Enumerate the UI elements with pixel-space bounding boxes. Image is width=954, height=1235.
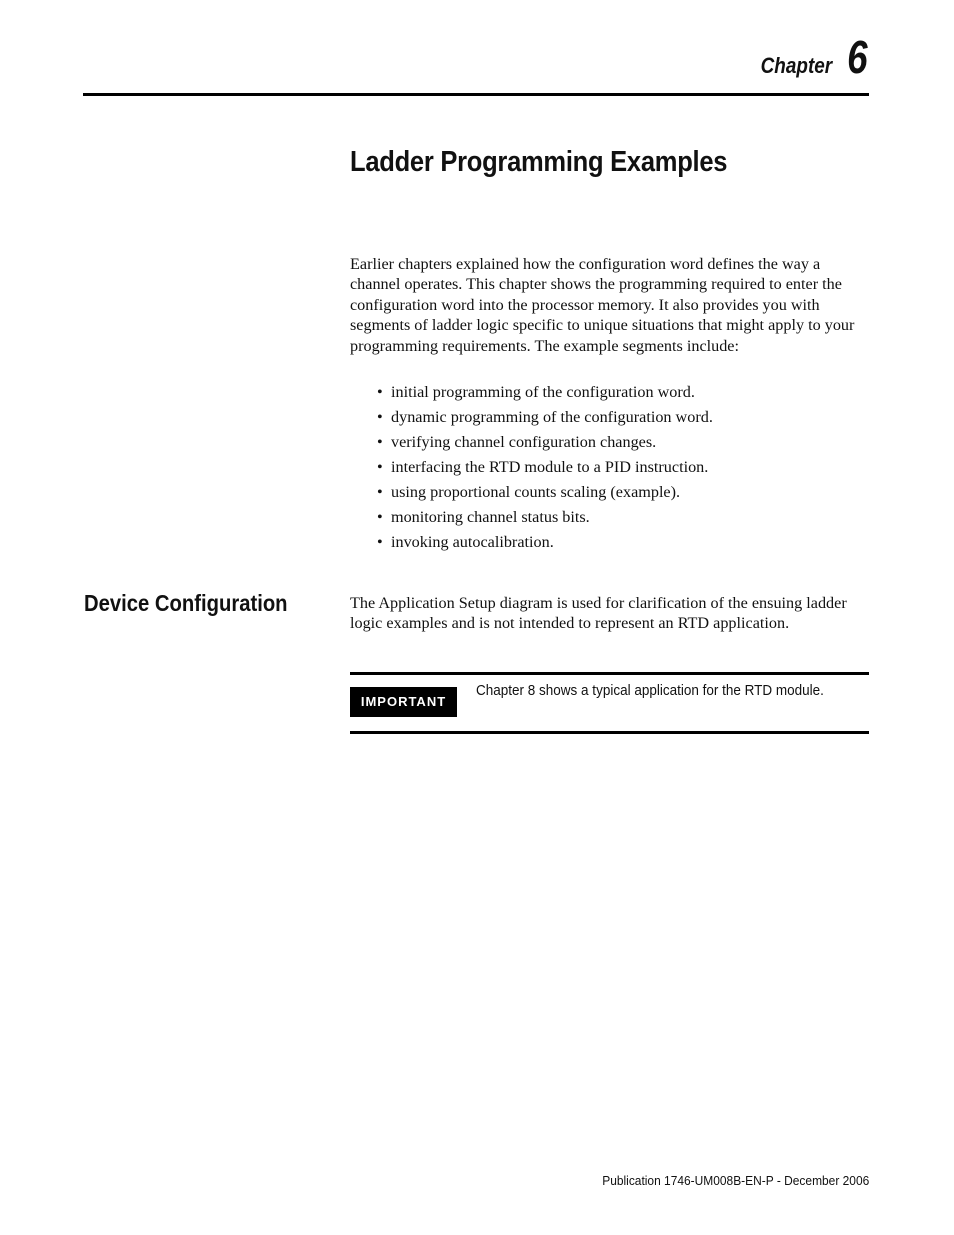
important-top-rule: [350, 672, 869, 675]
bullet-marker: •: [377, 383, 383, 401]
list-item-text: invoking autocalibration.: [391, 533, 554, 551]
bullet-marker: •: [377, 508, 383, 526]
list-item: [377, 381, 713, 406]
page-title: Ladder Programming Examples: [350, 146, 728, 178]
list-item: [377, 431, 713, 456]
list-item: [377, 531, 713, 556]
bullet-marker: •: [377, 483, 383, 501]
intro-paragraph: Earlier chapters explained how the configuration word defines the way a channel operates. This chapter shows the programming required to enter the configuration word into the processor memory. It also provides you with segments of ladder logic specific to unique situations that might apply to your programming requirements. The example segments include:: [350, 255, 855, 355]
list-item-text: monitoring channel status bits.: [391, 508, 590, 526]
chapter-number: 6: [847, 31, 868, 83]
publication-footer: Publication 1746-UM008B-EN-P - December 2006: [601, 1173, 869, 1188]
list-item-text: interfacing the RTD module to a PID instruction.: [391, 458, 709, 476]
chapter-header: [749, 31, 868, 83]
important-note-text: Chapter 8 shows a typical application for the RTD module.: [476, 682, 824, 699]
important-badge: IMPORTANT: [350, 687, 457, 717]
bullet-marker: •: [377, 458, 383, 476]
chapter-label: Chapter: [760, 53, 833, 78]
list-item-text: using proportional counts scaling (example).: [391, 483, 681, 501]
list-item: [377, 506, 713, 531]
important-bottom-rule: [350, 731, 869, 734]
bullet-marker: •: [377, 433, 383, 451]
list-item-text: dynamic programming of the configuration word.: [391, 408, 713, 426]
header-rule: [83, 93, 869, 96]
list-item: [377, 481, 713, 506]
bullet-marker: •: [377, 408, 383, 426]
list-item-text: initial programming of the configuration word.: [391, 383, 695, 401]
section-paragraph: The Application Setup diagram is used for clarification of the ensuing ladder logic examples and is not intended to represent an RTD application.: [350, 594, 847, 633]
example-segments-list: [377, 381, 713, 556]
list-item: [377, 456, 713, 481]
list-item: [377, 406, 713, 431]
bullet-marker: •: [377, 533, 383, 551]
list-item-text: verifying channel configuration changes.: [391, 433, 657, 451]
section-heading: Device Configuration: [84, 590, 288, 616]
